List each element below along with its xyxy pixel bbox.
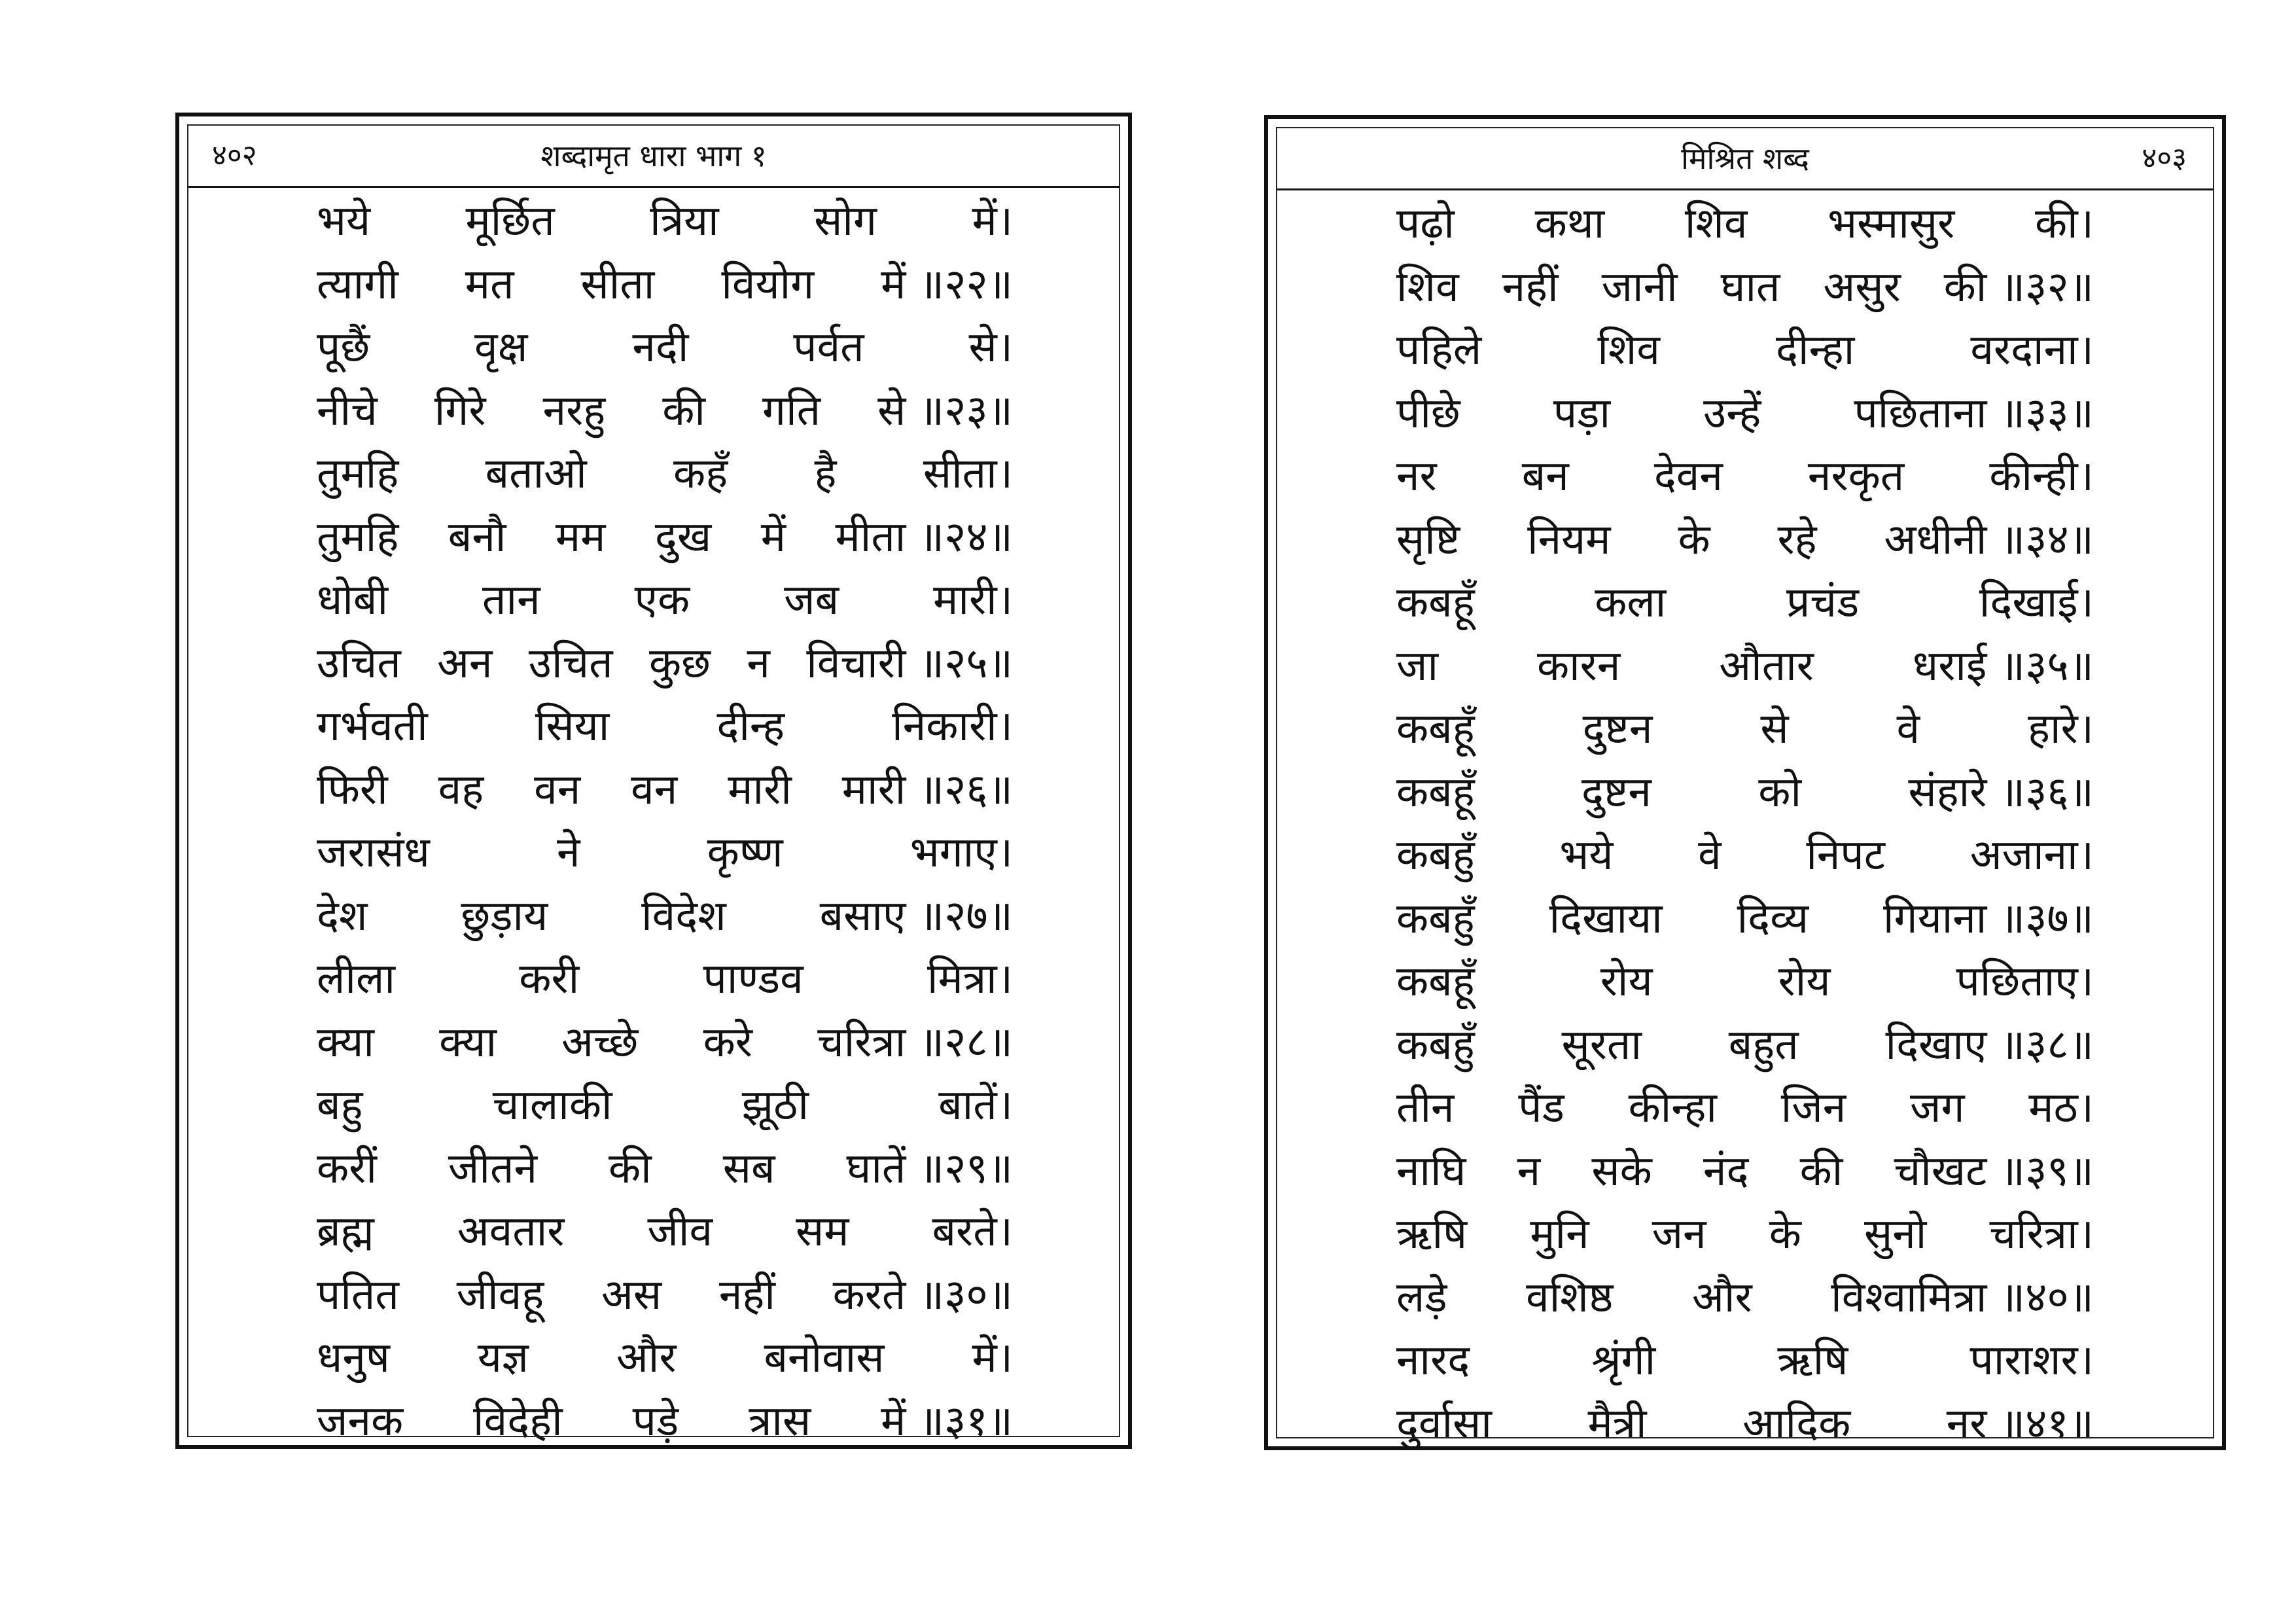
verse-line (1396, 319, 2094, 382)
verse-line (1396, 192, 2094, 256)
verse-word: जीवहू (456, 1270, 544, 1319)
verse-line (1396, 445, 2094, 508)
verse-line (1396, 1329, 2094, 1393)
verse-word: जा (1396, 641, 1439, 690)
verse-word: एक (634, 576, 690, 624)
verse-word: शिव (1597, 326, 1661, 374)
verse-line (317, 821, 1013, 885)
verse-word: असुर (1823, 262, 1901, 312)
verse-word: पर्वत (793, 323, 864, 372)
verse-word: पूछैं (317, 323, 370, 372)
verse-line (317, 1327, 1013, 1390)
verse-word: नियम (1527, 515, 1611, 564)
verse-word: निपट (1806, 831, 1886, 880)
verse-word: में। (972, 197, 1013, 245)
verse-line (317, 380, 1013, 443)
verse-line (1396, 887, 2094, 951)
verse-word: शिव (1684, 200, 1748, 248)
verse-word: कृष्ण (707, 829, 783, 877)
verse-word: निकारी। (892, 702, 1013, 751)
verse-word: दुष्टन (1582, 705, 1653, 753)
verse-word: उचित (317, 639, 401, 688)
verse-word: भये (317, 197, 371, 245)
verse-word: ब्रह्म (317, 1207, 374, 1256)
verse-word: चौखट ॥३९॥ (1894, 1147, 2094, 1196)
right-page (1264, 115, 2226, 1450)
right-page-header (1277, 128, 2213, 190)
verse-line (317, 632, 1013, 696)
verse-line (1396, 382, 2094, 446)
verse-word: झूठी (741, 1081, 809, 1130)
verse-word: जीतने (448, 1144, 537, 1193)
verse-word: रोय (1778, 957, 1831, 1006)
verse-word: कला (1595, 579, 1667, 627)
verse-word: नहीं (1502, 262, 1559, 312)
verse-word: तीन (1396, 1084, 1455, 1132)
verse-word: प्रचंड (1786, 579, 1860, 627)
left-page (175, 113, 1132, 1449)
verse-word: बनोवास (764, 1334, 885, 1382)
verse-word: दिखाया (1549, 894, 1663, 943)
verse-word: में (760, 512, 786, 562)
verse-word: से (1760, 705, 1789, 753)
verse-line (317, 442, 1013, 506)
left-running-title: शब्दामृत धारा भाग १ (540, 138, 767, 173)
verse-word: चरित्रा। (1989, 1210, 2094, 1258)
verse-word: ऋषि (1777, 1336, 1848, 1385)
verse-line (1396, 508, 2094, 572)
verse-word: जनक (317, 1397, 404, 1446)
verse-line (1396, 1266, 2094, 1330)
verse-word: वियोग (721, 260, 815, 309)
verse-word: मम (555, 512, 606, 562)
verse-word: नदी (632, 323, 689, 372)
verse-word: करे (703, 1018, 752, 1067)
verse-word: दीन्ह (716, 702, 785, 751)
verse-word: कबहुँ (1396, 831, 1475, 880)
verse-word: दीन्हा (1776, 326, 1855, 374)
verse-line (317, 1011, 1013, 1075)
verse-word: में। (972, 1334, 1013, 1382)
verse-line (317, 569, 1013, 632)
verse-word: हारे। (2028, 705, 2094, 753)
verse-word: और (1692, 1273, 1752, 1322)
verse-word: रोय (1600, 957, 1653, 1006)
verse-word: कबहुँ (1396, 1020, 1475, 1069)
left-page-number: ४०२ (212, 139, 257, 172)
verse-word: में ॥३१॥ (881, 1397, 1013, 1446)
verse-word: छुड़ाय (461, 891, 548, 940)
verse-line (317, 1390, 1013, 1454)
verse-word: वरदाना। (1970, 326, 2094, 374)
verse-word: वे (1896, 705, 1920, 753)
verse-word: मित्रा। (927, 955, 1013, 1003)
verse-word: जग (1910, 1084, 1965, 1132)
verse-word: दुख (654, 512, 712, 562)
verse-word: विदेही (473, 1397, 563, 1446)
verse-word: मारी (728, 765, 792, 814)
verse-word: धनुष (317, 1334, 390, 1382)
right-running-title: मिश्रित शब्द (1681, 141, 1809, 176)
verse-word: फिरी (317, 765, 388, 814)
right-page-number: ४०३ (2142, 141, 2187, 175)
verse-word: पाराशर। (1969, 1336, 2094, 1385)
verse-word: पछिताए। (1956, 957, 2094, 1006)
verse-word: रहे (1777, 515, 1817, 564)
verse-line (317, 758, 1013, 822)
verse-word: गियाना ॥३७॥ (1882, 894, 2094, 943)
verse-line (317, 253, 1013, 317)
verse-word: कीन्हा (1628, 1084, 1718, 1132)
verse-word: नाघि (1396, 1147, 1466, 1196)
verse-word: नरहु (542, 386, 606, 435)
verse-word: श्रृंगी (1591, 1336, 1656, 1385)
verse-word: में ॥२२॥ (881, 260, 1013, 309)
verse-word: से ॥२३॥ (877, 386, 1013, 435)
verse-word: ऋषि (1396, 1210, 1468, 1258)
verse-word: जब (784, 576, 839, 624)
verse-word: मीता ॥२४॥ (835, 512, 1013, 562)
verse-line (1396, 571, 2094, 635)
verse-word: उचित (528, 639, 613, 688)
verse-word: यज्ञ (477, 1334, 529, 1382)
verse-word: बरते। (932, 1207, 1013, 1256)
verse-word: मठ। (2028, 1084, 2094, 1132)
verse-line (1396, 256, 2094, 319)
verse-word: नीचे (317, 386, 378, 435)
verse-word: नर (1396, 452, 1437, 501)
verse-word: सृष्टि (1396, 515, 1460, 564)
verse-word: गर्भवती (317, 702, 428, 751)
verse-word: है (814, 450, 837, 498)
verse-word: की (608, 1144, 652, 1193)
verse-word: देवन (1653, 452, 1723, 501)
verse-word: चरित्रा ॥२८॥ (817, 1018, 1013, 1067)
verse-word: कथा (1534, 200, 1605, 248)
verse-word: जानी (1601, 262, 1678, 312)
verse-line (317, 885, 1013, 948)
verse-line (1396, 950, 2094, 1014)
verse-word: विश्वामित्रा ॥४०॥ (1831, 1273, 2094, 1322)
verse-word: को (1758, 768, 1802, 817)
verse-word: तुमहि (317, 450, 399, 498)
verse-word: सीता। (923, 450, 1013, 498)
verse-word: देश (317, 891, 368, 940)
verse-word: मैत्री (1587, 1399, 1647, 1448)
verse-word: न (1517, 1147, 1541, 1196)
verse-word: पाण्डव (703, 955, 804, 1003)
verse-word: जीव (647, 1207, 713, 1256)
verse-word: लड़े (1396, 1273, 1447, 1322)
verse-word: पढ़ो (1396, 200, 1455, 248)
verse-word: अवतार (457, 1207, 565, 1256)
verse-word: बहुत (1728, 1020, 1799, 1069)
verse-line (317, 695, 1013, 758)
verse-word: बातें। (938, 1081, 1013, 1130)
verse-word: अजाना। (1969, 831, 2094, 880)
verse-line (1396, 1393, 2094, 1456)
verse-word: पीछे (1396, 389, 1460, 438)
verse-line (317, 506, 1013, 569)
verse-word: करी (519, 955, 580, 1003)
verse-word: कबहूँ (1396, 579, 1475, 627)
verse-word: सके (1591, 1147, 1652, 1196)
verse-line (317, 1264, 1013, 1327)
verse-word: वन (534, 765, 581, 814)
verse-word: मूर्छित (465, 197, 555, 245)
verse-word: मारी ॥२६॥ (841, 765, 1013, 814)
verse-word: कीन्ही। (1989, 452, 2094, 501)
verse-word: अच्छे (561, 1018, 639, 1067)
verse-word: औतार (1719, 641, 1814, 690)
verse-word: से। (968, 323, 1013, 372)
verse-word: शिव (1396, 262, 1459, 312)
verse-line (1396, 1014, 2094, 1077)
verse-word: सूरता (1561, 1020, 1642, 1069)
verse-word: त्यागी (317, 260, 398, 309)
verse-word: सम (796, 1207, 849, 1256)
verse-word: भस्मासुर (1828, 200, 1955, 248)
verse-word: के (1678, 515, 1710, 564)
verse-word: पतित (317, 1270, 399, 1319)
verse-word: कबहूँ (1396, 705, 1475, 753)
verse-word: सब (722, 1144, 775, 1193)
verse-word: घातें ॥२९॥ (846, 1144, 1013, 1193)
verse-word: सीता (580, 260, 655, 309)
verse-word: वह (438, 765, 484, 814)
verse-word: सुनो (1863, 1210, 1927, 1258)
verse-word: कबहूँ (1396, 957, 1475, 1006)
verse-word: भगाए। (910, 829, 1013, 877)
verse-line (317, 316, 1013, 380)
verse-word: नर ॥४१॥ (1946, 1399, 2094, 1448)
verse-word: वृक्ष (474, 323, 528, 372)
verse-word: की (1799, 1147, 1843, 1196)
verse-line (317, 1137, 1013, 1201)
verse-word: बनौ (448, 512, 506, 562)
verse-word: अधीनी ॥३४॥ (1884, 515, 2094, 564)
verse-line (1396, 635, 2094, 698)
verse-word: दिखाई। (1979, 579, 2094, 627)
verse-word: नरकृत (1807, 452, 1905, 501)
verse-word: तुमहि (317, 512, 399, 562)
verse-word: सोग (814, 197, 877, 245)
verse-word: पहिले (1396, 326, 1482, 374)
verse-word: तान (482, 576, 540, 624)
verse-word: कारन (1536, 641, 1621, 690)
verse-word: कबहुँ (1396, 894, 1475, 943)
verse-word: दिव्य (1737, 894, 1809, 943)
verse-line (1396, 761, 2094, 825)
verse-word: पड़ा (1553, 389, 1611, 438)
verse-word: लीला (317, 955, 395, 1003)
verse-word: विदेश (641, 891, 726, 940)
verse-word: चालाकी (492, 1081, 612, 1130)
verse-word: नहीं (718, 1270, 775, 1319)
verse-word: की। (2034, 200, 2094, 248)
verse-word: क्या (317, 1018, 374, 1067)
verse-word: ने (556, 829, 580, 877)
verse-word: गति (762, 386, 821, 435)
verse-line (1396, 1077, 2094, 1140)
verse-word: करते ॥३०॥ (832, 1270, 1013, 1319)
verse-word: धोबी (317, 576, 389, 624)
verse-word: बन (1521, 452, 1569, 501)
verse-word: अन (437, 639, 493, 688)
verse-word: क्या (439, 1018, 497, 1067)
verse-word: अस (601, 1270, 662, 1319)
verse-word: दुष्टन (1581, 768, 1651, 817)
verse-word: वन (631, 765, 678, 814)
verse-word: उन्हें (1703, 389, 1761, 438)
verse-word: सिया (535, 702, 610, 751)
verse-word: मारी। (933, 576, 1013, 624)
verse-word: त्रास (749, 1397, 811, 1446)
right-verse-block (1396, 192, 2094, 1455)
verse-word: की (662, 386, 706, 435)
verse-line (317, 948, 1013, 1011)
verse-word: जरासंध (317, 829, 430, 877)
verse-word: बहु (317, 1081, 363, 1130)
left-verse-block (317, 190, 1013, 1453)
verse-word: मुनि (1530, 1210, 1589, 1258)
verse-word: के (1769, 1210, 1801, 1258)
verse-word: कबहूँ (1396, 768, 1475, 817)
verse-word: दुर्वासा (1396, 1399, 1492, 1448)
verse-word: त्रिया (650, 197, 719, 245)
verse-word: बसाए ॥२७॥ (819, 891, 1013, 940)
verse-word: भये (1559, 831, 1614, 880)
verse-line (1396, 698, 2094, 761)
verse-word: वे (1698, 831, 1722, 880)
verse-word: वशिष्ठ (1526, 1273, 1614, 1322)
verse-word: और (616, 1334, 677, 1382)
verse-word: जिन (1780, 1084, 1846, 1132)
verse-word: घात (1720, 262, 1780, 312)
verse-word: न (747, 639, 770, 688)
verse-word: पछिताना ॥३३॥ (1854, 389, 2094, 438)
verse-line (317, 1200, 1013, 1264)
left-page-header (188, 126, 1119, 188)
verse-word: पड़े (632, 1397, 679, 1446)
verse-word: जन (1651, 1210, 1706, 1258)
verse-word: संहारे ॥३६॥ (1908, 768, 2094, 817)
verse-word: करीं (317, 1144, 377, 1193)
verse-line (1396, 1140, 2094, 1204)
verse-word: पैंड (1518, 1084, 1564, 1132)
verse-line (1396, 824, 2094, 887)
verse-word: धराई ॥३५॥ (1912, 641, 2094, 690)
verse-line (317, 190, 1013, 253)
verse-word: कहँ (673, 450, 728, 498)
verse-word: की ॥३२॥ (1943, 262, 2094, 312)
verse-word: विचारी ॥२५॥ (806, 639, 1013, 688)
verse-word: आदिक (1742, 1399, 1851, 1448)
verse-line (317, 1074, 1013, 1137)
verse-word: बताओ (485, 450, 587, 498)
verse-word: गिरे (434, 386, 486, 435)
verse-word: नारद (1396, 1336, 1470, 1385)
verse-word: नंद (1703, 1147, 1749, 1196)
verse-line (1396, 1203, 2094, 1266)
verse-word: दिखाए ॥३८॥ (1885, 1020, 2094, 1069)
verse-word: मत (465, 260, 514, 309)
verse-word: कुछ (649, 639, 711, 688)
